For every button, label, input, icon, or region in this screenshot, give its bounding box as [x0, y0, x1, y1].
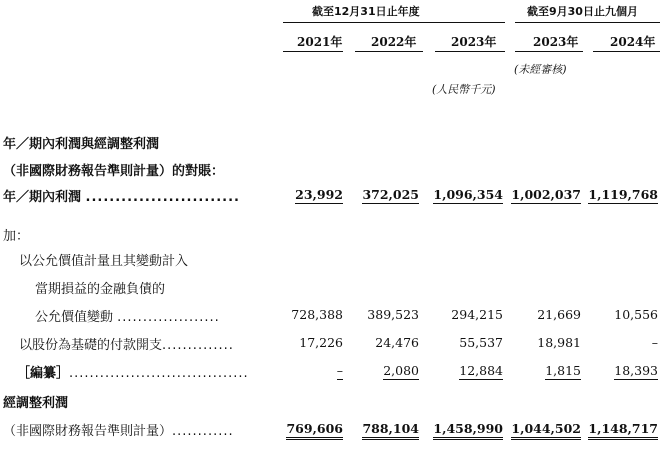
year-2023: 2023年 [451, 35, 497, 49]
adjusted-2021: 769,606 [253, 421, 343, 436]
share-2022: 24,476 [375, 335, 419, 350]
add-label: 加： [3, 229, 30, 244]
row-redacted-label: ［編纂］................................... [17, 366, 249, 381]
share-2021: 17,226 [299, 335, 343, 350]
adjusted-2024-nine: 1,148,717 [568, 421, 658, 436]
fv-2023: 294,215 [451, 307, 503, 322]
row-profit-label: 年／期內利潤 .......................... [3, 190, 240, 205]
row-adjusted-label: （非國際財務報告準則計量）............ [3, 424, 234, 439]
section-title-1: 年／期內利潤與經調整利潤 [3, 137, 160, 152]
redacted-2023-nine: 1,815 [545, 363, 581, 378]
adjusted-2023: 1,458,990 [413, 421, 503, 436]
redacted-2021: – [336, 363, 343, 378]
fv-2021: 728,388 [291, 307, 343, 322]
fv-line-1: 以公允價值計量且其變動計入 [19, 254, 189, 269]
profit-2024-nine: 1,119,768 [588, 187, 658, 202]
profit-2021: 23,992 [295, 187, 343, 202]
fv-2024-nine: 10,556 [614, 307, 658, 322]
header-rule-ninemonths [515, 22, 660, 23]
profit-2023-nine: 1,002,037 [511, 187, 581, 202]
profit-2022: 372,025 [362, 187, 419, 202]
header-group-ninemonths: 截至9月30日止九個月 [527, 5, 638, 18]
year-2023-nine: 2023年 [533, 35, 579, 49]
unaudited-note: (未經審核) [514, 63, 567, 76]
profit-2023: 1,096,354 [433, 187, 503, 202]
col-rule-5 [593, 51, 660, 52]
fv-line-2: 當期損益的金融負債的 [35, 282, 166, 297]
share-2023: 55,537 [459, 335, 503, 350]
fv-2022: 389,523 [367, 307, 419, 322]
header-group-years: 截至12月31日止年度 [312, 5, 420, 18]
unit-note: (人民幣千元) [432, 83, 496, 96]
redacted-2022: 2,080 [383, 363, 419, 378]
col-rule-4 [515, 51, 583, 52]
row-fv-label: 公允價值變動 .................... [35, 310, 220, 325]
redacted-2023: 12,884 [459, 363, 503, 378]
year-2022: 2022年 [371, 35, 417, 49]
adjusted-title: 經調整利潤 [3, 396, 69, 411]
col-rule-1 [283, 51, 343, 52]
share-2023-nine: 18,981 [537, 335, 581, 350]
fv-2023-nine: 21,669 [537, 307, 581, 322]
section-title-2: （非國際財務報告準則計量）的對賬： [3, 164, 225, 179]
year-2024-nine: 2024年 [610, 35, 656, 49]
header-rule-years [283, 22, 505, 23]
year-2021: 2021年 [297, 35, 343, 49]
adjusted-2022: 788,104 [329, 421, 419, 436]
redacted-2024-nine: 18,393 [614, 363, 658, 378]
col-rule-3 [435, 51, 505, 52]
share-2024-nine: – [651, 335, 658, 350]
col-rule-2 [355, 51, 423, 52]
row-share-label: 以股份為基礎的付款開支.............. [19, 338, 234, 353]
adjusted-2023-nine: 1,044,502 [491, 421, 581, 436]
